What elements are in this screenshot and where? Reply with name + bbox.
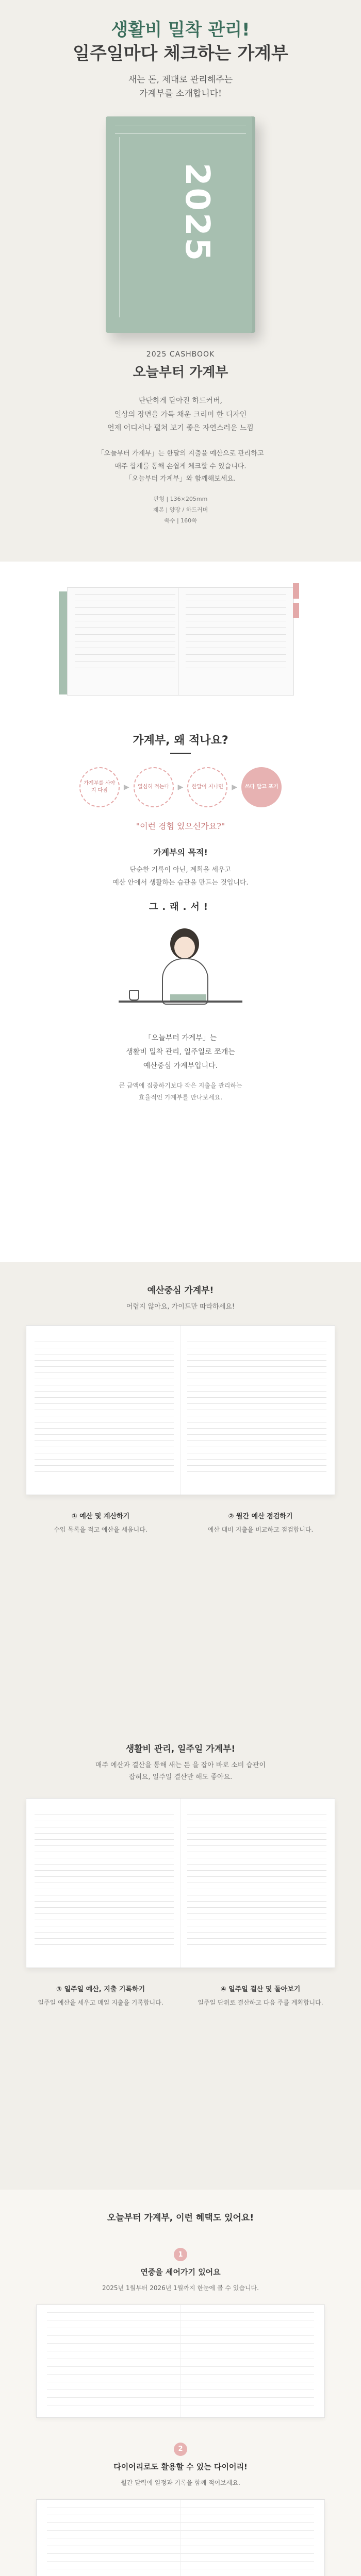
grid-line <box>35 1839 174 1840</box>
experience-flow <box>0 767 361 807</box>
callout-text: 예산 대비 지출을 비교하고 점검합니다. <box>207 1526 314 1533</box>
flow-step-2: 열심히 적는다 <box>134 767 174 807</box>
flow-step-3: 한달이 지나면 <box>187 767 227 807</box>
product-specs <box>0 494 361 527</box>
product-note <box>0 448 361 486</box>
arrow-right-icon: ▶ <box>123 783 129 791</box>
feature-text: 2025년 1월부터 2026년 1월까지 한눈에 볼 수 있습니다. <box>102 2284 259 2292</box>
grid-line <box>35 1459 174 1460</box>
grid-line <box>35 1932 174 1933</box>
grid-line <box>35 1864 174 1865</box>
spread-left-page <box>35 1336 174 1485</box>
grid-line <box>187 1366 326 1367</box>
conclusion-subtext-line: 효율적인 가계부를 만나보세요. <box>138 1093 223 1101</box>
grid-line <box>35 1397 174 1398</box>
callout-title: ② 월간 예산 점검하기 <box>228 1513 293 1520</box>
flow-step-4: 쓰다 말고 포기 <box>241 767 282 807</box>
feature-number-badge: 2 <box>174 2443 187 2456</box>
product-note-line: 「오늘부터 가계부」는 한달의 지출을 예산으로 관리하고 <box>97 449 264 457</box>
open-book-section <box>0 562 361 726</box>
budget-callout-2 <box>193 1511 327 1536</box>
product-note-line: 매주 합계를 통해 손쉽게 체크할 수 있습니다. <box>114 462 247 470</box>
spread-gutter <box>180 1799 181 1968</box>
callout-title: ① 예산 및 계산하기 <box>71 1513 130 1520</box>
weekly-lead <box>0 1759 361 1784</box>
why-title-underline <box>170 753 191 754</box>
grid-line <box>187 1932 326 1933</box>
grid-line <box>187 1913 326 1914</box>
conclusion-text-line: 예산중심 가계부입니다. <box>143 1061 218 1070</box>
grid-line <box>187 1864 326 1865</box>
flow-step-1: 가계부를 사야지 다짐 <box>79 767 120 807</box>
grid-line <box>187 1372 326 1373</box>
conclusion-text-line: 「오늘부터 가계부」는 <box>144 1034 217 1043</box>
grid-line <box>35 1833 174 1834</box>
product-title-en: 2025 CASHBOOK <box>146 350 215 359</box>
grid-line <box>35 1901 174 1902</box>
product-description-line: 단단하게 닫아진 하드커버, <box>138 397 223 405</box>
grid-line <box>35 1372 174 1373</box>
weekly-callouts <box>0 1984 361 2009</box>
grid-line <box>187 1845 326 1846</box>
feature-page-image <box>36 2499 325 2576</box>
spread-gutter <box>180 1326 181 1495</box>
callout-text: 일주일 단위로 결산하고 다음 주를 계획합니다. <box>198 1998 323 2006</box>
feature-title: 연중을 세어가기 있어요 <box>140 2267 221 2277</box>
feature-title: 다이어리로도 활용할 수 있는 다이어리! <box>113 2462 248 2471</box>
spread-left-page <box>35 1809 174 1958</box>
grid-line <box>187 1944 326 1945</box>
page-line <box>75 654 175 655</box>
product-spec-size: 판형 | 136×205mm <box>153 496 208 502</box>
page-line <box>186 594 286 595</box>
spread-gutter <box>180 2500 181 2576</box>
product-spec-pages: 쪽수 | 160쪽 <box>164 517 197 524</box>
features-section <box>0 2190 361 2576</box>
product-description <box>0 394 361 435</box>
weekly-section <box>0 1726 361 2190</box>
feature-number-badge: 1 <box>174 2248 187 2261</box>
budget-section <box>0 1262 361 1726</box>
weekly-callout-1 <box>34 1984 168 2009</box>
cup-icon <box>129 990 139 1001</box>
grid-line <box>187 1391 326 1392</box>
grid-line <box>35 1465 174 1466</box>
open-book-image <box>62 577 299 706</box>
grid-line <box>187 1403 326 1404</box>
book-cover-spine <box>119 137 120 317</box>
page-line <box>75 607 175 608</box>
index-tab <box>293 583 299 599</box>
why-title: 가계부, 왜 적나요? <box>133 734 228 747</box>
woman-writing-illustration <box>119 923 242 1026</box>
book-cover-image <box>106 116 255 333</box>
weekly-lead-line: 매주 예산과 결산을 통해 새는 돈 을 잡아 바로 소비 습관이 <box>95 1761 266 1769</box>
page-line <box>75 614 175 615</box>
grid-line <box>35 1440 174 1441</box>
grid-line <box>35 1366 174 1367</box>
grid-line <box>35 1870 174 1871</box>
grid-line <box>187 1397 326 1398</box>
grid-line <box>35 1907 174 1908</box>
feature-text: 월간 달력에 일정과 기록을 함께 적어보세요. <box>121 2479 240 2486</box>
illustration-notebook <box>170 994 206 1001</box>
callout-text: 일주일 예산을 세우고 매일 지출을 기록합니다. <box>38 1998 163 2006</box>
grid-line <box>35 1360 174 1361</box>
hero-headline-line-1: 생활비 밀착 관리! <box>111 20 250 40</box>
budget-title: 예산중심 가계부! <box>147 1283 214 1296</box>
callout-title: ④ 일주일 결산 및 돌아보기 <box>220 1985 301 1993</box>
book-cover-year: 2025 <box>178 163 217 263</box>
feature-item-2 <box>0 2443 361 2576</box>
grid-line <box>187 1434 326 1435</box>
budget-callouts <box>0 1511 361 1536</box>
grid-line <box>187 1440 326 1441</box>
grid-line <box>187 1471 326 1472</box>
purpose-title: 가계부의 목적! <box>153 848 208 857</box>
conclusion-text <box>0 1031 361 1073</box>
page-line <box>186 661 286 662</box>
feature-page-image <box>36 2304 325 2418</box>
weekly-callout-2 <box>193 1984 327 2009</box>
why-section <box>0 726 361 1262</box>
grid-line <box>35 1944 174 1945</box>
experience-question: "이런 경험 있으신가요?" <box>136 821 225 831</box>
grid-line <box>35 1471 174 1472</box>
purpose-text-line: 예산 안에서 생활하는 습관을 만드는 것입니다. <box>112 878 249 887</box>
product-description-line: 언제 어디서나 펼쳐 보기 좋은 자연스러운 느낌 <box>107 424 254 433</box>
weekly-lead-line: 잡혀요, 일주일 결산만 해도 좋아요. <box>128 1773 233 1782</box>
purpose-text-line: 단순한 기록이 아닌, 계획을 세우고 <box>129 866 232 874</box>
arrow-right-icon: ▶ <box>232 783 238 791</box>
illustration-desk <box>119 1001 242 1003</box>
callout-text: 수입 목록을 적고 예산을 세웁니다. <box>54 1526 147 1533</box>
hero-subtitle-line-2: 가계부를 소개합니다! <box>139 88 222 99</box>
product-spec-binding: 제본 | 양장 / 하드커버 <box>153 506 208 513</box>
product-title-ko: 오늘부터 가계부 <box>133 365 228 381</box>
conclusion-text-line: 생활비 밀착 관리, 일주일로 쪼개는 <box>126 1047 235 1056</box>
budget-spread-image <box>26 1325 335 1495</box>
budget-callout-1 <box>34 1511 168 1536</box>
grid-line <box>35 1913 174 1914</box>
grid-line <box>35 1403 174 1404</box>
page-line <box>75 634 175 635</box>
hero-headline <box>0 19 361 66</box>
grid-line <box>187 1465 326 1466</box>
grid-line <box>187 1870 326 1871</box>
open-book-right-page <box>178 587 294 696</box>
grid-line <box>35 1938 174 1939</box>
weekly-title: 생활비 관리, 일주일 가계부! <box>126 1741 236 1754</box>
arrow-right-icon: ▶ <box>177 783 184 791</box>
grid-line <box>187 1833 326 1834</box>
grid-line <box>35 1391 174 1392</box>
page-line <box>186 607 286 608</box>
hero-section <box>0 0 361 562</box>
grid-line <box>187 1428 326 1429</box>
grid-line <box>187 1459 326 1460</box>
weekly-spread-image <box>26 1798 335 1968</box>
conclusion-subtext <box>0 1080 361 1104</box>
grid-line <box>35 1845 174 1846</box>
page-line <box>186 614 286 615</box>
grid-line <box>187 1907 326 1908</box>
grid-line <box>187 1938 326 1939</box>
grid-line <box>187 1876 326 1877</box>
grid-line <box>187 1360 326 1361</box>
grid-line <box>35 1434 174 1435</box>
page-line <box>75 661 175 662</box>
hero-headline-line-2: 일주일마다 체크하는 가계부 <box>73 43 288 64</box>
index-tab <box>293 603 299 618</box>
callout-title: ③ 일주일 예산, 지출 기록하기 <box>56 1985 145 1993</box>
grid-line <box>35 1876 174 1877</box>
budget-lead: 어렵지 않아요, 가이드만 따라하세요! <box>126 1303 235 1311</box>
product-description-line: 일상의 장면을 가득 채운 크리미 한 디자인 <box>114 410 247 419</box>
spread-right-page <box>187 1336 326 1485</box>
product-note-line: 「오늘부터 가계부」와 함께해보세요. <box>125 475 236 483</box>
spread-gutter <box>180 2305 181 2417</box>
grid-line <box>35 1428 174 1429</box>
purpose-text <box>0 864 361 889</box>
grid-line <box>187 1901 326 1902</box>
open-book-left-page <box>67 587 183 696</box>
features-title: 오늘부터 가계부, 이런 혜택도 있어요! <box>107 2210 254 2223</box>
page-line <box>75 594 175 595</box>
hero-subtitle-line-1: 새는 돈, 제대로 관리해주는 <box>128 74 233 85</box>
feature-item-1 <box>0 2248 361 2418</box>
page-line <box>186 634 286 635</box>
conclusion-subtext-line: 큰 금액에 집중하기보다 작은 지출을 관리하는 <box>119 1082 242 1090</box>
so-heading: 그.래.서! <box>149 902 212 913</box>
grid-line <box>187 1839 326 1840</box>
spread-right-page <box>187 1809 326 1958</box>
hero-subtitle <box>0 73 361 101</box>
page-line <box>186 654 286 655</box>
book-cover-band <box>115 126 246 134</box>
